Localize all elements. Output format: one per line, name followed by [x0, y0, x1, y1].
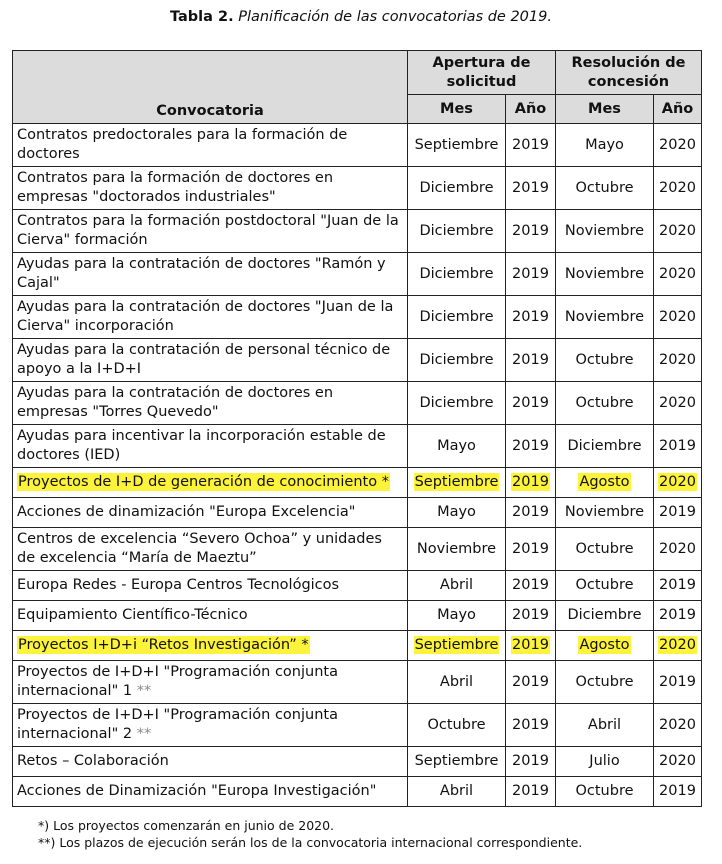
row-name: Ayudas para la contratación de doctores "Ramón y Cajal"	[17, 256, 386, 291]
row-apertura-mes-cell	[408, 747, 506, 777]
row-name-cell	[13, 468, 408, 498]
row-resolucion-anio: 2019	[659, 783, 696, 799]
row-resolucion-mes-cell	[556, 253, 654, 296]
caption-title: Planificación de las convocatorias de 2019.	[238, 9, 552, 25]
row-name-cell	[13, 339, 408, 382]
row-apertura-mes: Octubre	[427, 716, 486, 733]
row-resolucion-mes: Octubre	[575, 394, 634, 411]
row-apertura-anio: 2019	[512, 136, 549, 153]
row-resolucion-mes: Octubre	[575, 783, 634, 799]
row-apertura-mes: Abril	[439, 783, 474, 799]
row-apertura-mes: Septiembre	[414, 136, 499, 153]
row-resolucion-anio-cell	[654, 571, 702, 601]
row-apertura-mes: Mayo	[437, 504, 476, 520]
row-apertura-mes: Diciembre	[419, 351, 494, 368]
row-resolucion-mes-cell	[556, 468, 654, 498]
table-row	[13, 210, 702, 253]
row-name: Acciones de dinamización "Europa Excelencia"	[17, 504, 356, 520]
row-resolucion-anio-cell	[654, 124, 702, 167]
row-name: Ayudas para la contratación de doctores en empresas "Torres Quevedo"	[17, 385, 334, 420]
row-name: Retos – Colaboración	[17, 753, 169, 769]
row-resolucion-anio: 2019	[659, 504, 696, 520]
row-name-cell	[13, 704, 408, 747]
row-name: Ayudas para la contratación de personal técnico de apoyo a la I+D+I	[17, 342, 391, 377]
row-apertura-anio: 2019	[512, 504, 549, 520]
row-resolucion-mes-cell	[556, 498, 654, 528]
row-resolucion-mes-cell	[556, 167, 654, 210]
row-resolucion-anio-cell	[654, 631, 702, 661]
row-name-cell	[13, 631, 408, 661]
header-apertura-anio: Año	[506, 95, 556, 124]
row-resolucion-mes: Noviembre	[564, 504, 645, 520]
row-resolucion-mes: Diciembre	[567, 437, 642, 454]
row-apertura-mes-cell	[408, 528, 506, 571]
row-name-cell	[13, 601, 408, 631]
row-name: Proyectos de I+D+I "Programación conjunta internacional" 2	[17, 707, 338, 742]
row-name: Ayudas para la contratación de doctores "Juan de la Cierva" incorporación	[17, 299, 394, 334]
row-name-cell	[13, 382, 408, 425]
row-apertura-anio-cell	[506, 601, 556, 631]
header-resolucion-anio: Año	[654, 95, 702, 124]
row-name: Acciones de Dinamización "Europa Investigación"	[17, 783, 377, 799]
row-name: Contratos para la formación postdoctoral "Juan de la Cierva" formación	[17, 213, 399, 248]
table-row	[13, 253, 702, 296]
row-apertura-anio: 2019	[512, 394, 549, 411]
row-resolucion-anio: 2020	[659, 474, 696, 490]
row-apertura-mes-cell	[408, 167, 506, 210]
row-resolucion-mes-cell	[556, 747, 654, 777]
row-resolucion-anio-cell	[654, 601, 702, 631]
row-resolucion-anio: 2019	[659, 577, 696, 593]
footnote-1: *) Los proyectos comenzarán en junio de 2020.	[38, 818, 335, 833]
table-row	[13, 468, 702, 498]
row-resolucion-mes: Abril	[587, 716, 622, 733]
row-resolucion-mes-cell	[556, 777, 654, 807]
row-apertura-mes: Mayo	[437, 437, 476, 454]
row-apertura-anio: 2019	[512, 607, 549, 623]
row-resolucion-mes-cell	[556, 571, 654, 601]
row-resolucion-anio-cell	[654, 747, 702, 777]
row-apertura-mes-cell	[408, 253, 506, 296]
row-apertura-anio: 2019	[512, 637, 549, 653]
row-apertura-anio: 2019	[512, 474, 549, 490]
table-row	[13, 528, 702, 571]
row-resolucion-anio: 2019	[659, 673, 696, 690]
row-apertura-anio-cell	[506, 661, 556, 704]
header-convocatoria: Convocatoria	[13, 51, 408, 124]
row-apertura-anio-cell	[506, 777, 556, 807]
row-resolucion-anio-cell	[654, 704, 702, 747]
row-apertura-anio-cell	[506, 167, 556, 210]
row-name: Europa Redes - Europa Centros Tecnológicos	[17, 577, 340, 593]
row-apertura-anio-cell	[506, 210, 556, 253]
row-resolucion-anio-cell	[654, 777, 702, 807]
row-apertura-anio: 2019	[512, 540, 549, 557]
convocatorias-table	[12, 50, 702, 807]
row-resolucion-anio: 2020	[659, 308, 696, 325]
row-resolucion-mes-cell	[556, 382, 654, 425]
row-resolucion-anio-cell	[654, 528, 702, 571]
row-resolucion-mes-cell	[556, 296, 654, 339]
row-apertura-anio: 2019	[512, 673, 549, 690]
row-name: Proyectos I+D+i “Retos Investigación” *	[18, 637, 309, 653]
header-resolucion-mes: Mes	[556, 95, 654, 124]
row-resolucion-anio-cell	[654, 339, 702, 382]
row-resolucion-anio: 2020	[659, 716, 696, 733]
row-apertura-anio-cell	[506, 747, 556, 777]
row-name-cell	[13, 777, 408, 807]
row-resolucion-anio: 2020	[659, 753, 696, 769]
row-resolucion-mes-cell	[556, 425, 654, 468]
row-apertura-anio: 2019	[512, 753, 549, 769]
row-name-cell	[13, 571, 408, 601]
row-apertura-anio-cell	[506, 382, 556, 425]
row-apertura-mes: Septiembre	[414, 753, 499, 769]
row-resolucion-anio-cell	[654, 425, 702, 468]
row-apertura-mes-cell	[408, 661, 506, 704]
row-apertura-anio-cell	[506, 528, 556, 571]
row-apertura-anio: 2019	[512, 308, 549, 325]
row-name-cell	[13, 253, 408, 296]
row-apertura-mes: Diciembre	[419, 265, 494, 282]
row-resolucion-anio: 2020	[659, 136, 696, 153]
row-name: Centros de excelencia “Severo Ochoa” y unidades de excelencia “María de Maeztu”	[17, 531, 382, 566]
row-resolucion-anio: 2019	[659, 437, 696, 454]
row-resolucion-mes: Agosto	[579, 637, 630, 653]
row-resolucion-mes-cell	[556, 631, 654, 661]
row-resolucion-anio: 2020	[659, 351, 696, 368]
row-apertura-mes-cell	[408, 777, 506, 807]
row-apertura-anio: 2019	[512, 351, 549, 368]
table-row	[13, 296, 702, 339]
row-apertura-anio-cell	[506, 468, 556, 498]
row-name-cell	[13, 167, 408, 210]
row-apertura-mes-cell	[408, 631, 506, 661]
table-caption	[0, 9, 722, 25]
table-row	[13, 571, 702, 601]
row-name-cell	[13, 124, 408, 167]
row-apertura-mes: Mayo	[437, 607, 476, 623]
row-resolucion-anio-cell	[654, 382, 702, 425]
row-resolucion-mes: Noviembre	[564, 308, 645, 325]
row-apertura-anio-cell	[506, 631, 556, 661]
header-apertura-mes: Mes	[408, 95, 506, 124]
row-resolucion-anio-cell	[654, 253, 702, 296]
row-apertura-anio-cell	[506, 425, 556, 468]
table-row	[13, 167, 702, 210]
row-resolucion-anio: 2020	[659, 222, 696, 239]
row-apertura-anio: 2019	[512, 577, 549, 593]
table-body	[13, 124, 702, 807]
row-apertura-mes-cell	[408, 601, 506, 631]
row-resolucion-anio-cell	[654, 468, 702, 498]
row-resolucion-anio: 2019	[659, 607, 696, 623]
row-resolucion-mes: Noviembre	[564, 265, 645, 282]
row-apertura-mes-cell	[408, 339, 506, 382]
row-resolucion-anio: 2020	[659, 179, 696, 196]
row-apertura-anio-cell	[506, 124, 556, 167]
row-apertura-mes-cell	[408, 210, 506, 253]
row-resolucion-anio-cell	[654, 498, 702, 528]
row-name: Proyectos de I+D+I "Programación conjunta internacional" 1	[17, 664, 338, 699]
table-row	[13, 339, 702, 382]
row-name: Ayudas para incentivar la incorporación estable de doctores (IED)	[17, 428, 386, 463]
row-apertura-mes: Diciembre	[419, 179, 494, 196]
row-apertura-mes: Diciembre	[419, 222, 494, 239]
row-apertura-mes: Abril	[439, 673, 474, 690]
row-apertura-mes-cell	[408, 124, 506, 167]
table-row	[13, 631, 702, 661]
row-footnote-mark: **	[136, 683, 152, 699]
row-apertura-anio-cell	[506, 296, 556, 339]
table-row	[13, 777, 702, 807]
row-resolucion-mes-cell	[556, 661, 654, 704]
row-apertura-mes: Septiembre	[414, 474, 499, 490]
row-apertura-mes: Septiembre	[414, 637, 499, 653]
row-apertura-mes-cell	[408, 296, 506, 339]
row-apertura-mes-cell	[408, 498, 506, 528]
row-resolucion-anio: 2020	[659, 540, 696, 557]
row-resolucion-mes: Mayo	[585, 136, 624, 153]
row-apertura-anio-cell	[506, 704, 556, 747]
row-resolucion-anio: 2020	[659, 637, 696, 653]
row-name-cell	[13, 498, 408, 528]
row-apertura-anio-cell	[506, 339, 556, 382]
row-apertura-anio: 2019	[512, 716, 549, 733]
row-name-cell	[13, 296, 408, 339]
table-row	[13, 747, 702, 777]
row-name: Proyectos de I+D de generación de conocimiento *	[18, 474, 389, 490]
table-row	[13, 661, 702, 704]
row-name-cell	[13, 528, 408, 571]
row-resolucion-mes-cell	[556, 339, 654, 382]
table-row	[13, 704, 702, 747]
row-apertura-anio: 2019	[512, 437, 549, 454]
table-row	[13, 382, 702, 425]
row-resolucion-anio: 2020	[659, 394, 696, 411]
row-apertura-mes: Diciembre	[419, 394, 494, 411]
table-row	[13, 601, 702, 631]
row-apertura-mes-cell	[408, 382, 506, 425]
row-resolucion-mes-cell	[556, 704, 654, 747]
row-name-cell	[13, 425, 408, 468]
row-name-cell	[13, 747, 408, 777]
row-apertura-mes: Abril	[439, 577, 474, 593]
row-resolucion-mes-cell	[556, 124, 654, 167]
row-resolucion-mes-cell	[556, 210, 654, 253]
row-resolucion-mes-cell	[556, 528, 654, 571]
row-name: Equipamiento Científico-Técnico	[17, 607, 248, 623]
row-apertura-mes-cell	[408, 425, 506, 468]
row-apertura-anio-cell	[506, 571, 556, 601]
row-resolucion-anio-cell	[654, 296, 702, 339]
row-apertura-anio-cell	[506, 498, 556, 528]
row-apertura-mes-cell	[408, 468, 506, 498]
row-apertura-anio: 2019	[512, 265, 549, 282]
row-name-cell	[13, 210, 408, 253]
row-apertura-mes-cell	[408, 704, 506, 747]
row-resolucion-mes-cell	[556, 601, 654, 631]
row-resolucion-anio: 2020	[659, 265, 696, 282]
row-resolucion-mes: Agosto	[579, 474, 630, 490]
row-resolucion-mes: Octubre	[575, 351, 634, 368]
table-row	[13, 498, 702, 528]
row-resolucion-mes: Diciembre	[567, 607, 642, 623]
row-apertura-mes: Diciembre	[419, 308, 494, 325]
row-footnote-mark: **	[136, 726, 152, 742]
row-resolucion-mes: Octubre	[575, 577, 634, 593]
row-apertura-mes-cell	[408, 571, 506, 601]
row-apertura-anio: 2019	[512, 179, 549, 196]
row-resolucion-mes: Octubre	[575, 179, 634, 196]
footnotes	[38, 817, 582, 851]
row-resolucion-mes: Octubre	[575, 540, 634, 557]
row-apertura-anio: 2019	[512, 783, 549, 799]
row-resolucion-anio-cell	[654, 661, 702, 704]
row-name: Contratos para la formación de doctores en empresas "doctorados industriales"	[17, 170, 334, 205]
row-name-cell	[13, 661, 408, 704]
row-name: Contratos predoctorales para la formación de doctores	[17, 127, 348, 162]
row-apertura-mes: Noviembre	[416, 540, 497, 557]
row-apertura-anio-cell	[506, 253, 556, 296]
footnote-2: **) Los plazos de ejecución serán los de la convocatoria internacional correspondiente.	[38, 835, 583, 850]
row-resolucion-anio-cell	[654, 167, 702, 210]
row-resolucion-mes: Noviembre	[564, 222, 645, 239]
row-resolucion-anio-cell	[654, 210, 702, 253]
row-resolucion-mes: Julio	[589, 753, 620, 769]
row-apertura-anio: 2019	[512, 222, 549, 239]
caption-label: Tabla 2.	[170, 9, 234, 25]
row-resolucion-mes: Octubre	[575, 673, 634, 690]
table-row	[13, 124, 702, 167]
header-resolucion: Resolución de concesión	[556, 51, 702, 95]
header-apertura: Apertura de solicitud	[408, 51, 556, 95]
table-row	[13, 425, 702, 468]
